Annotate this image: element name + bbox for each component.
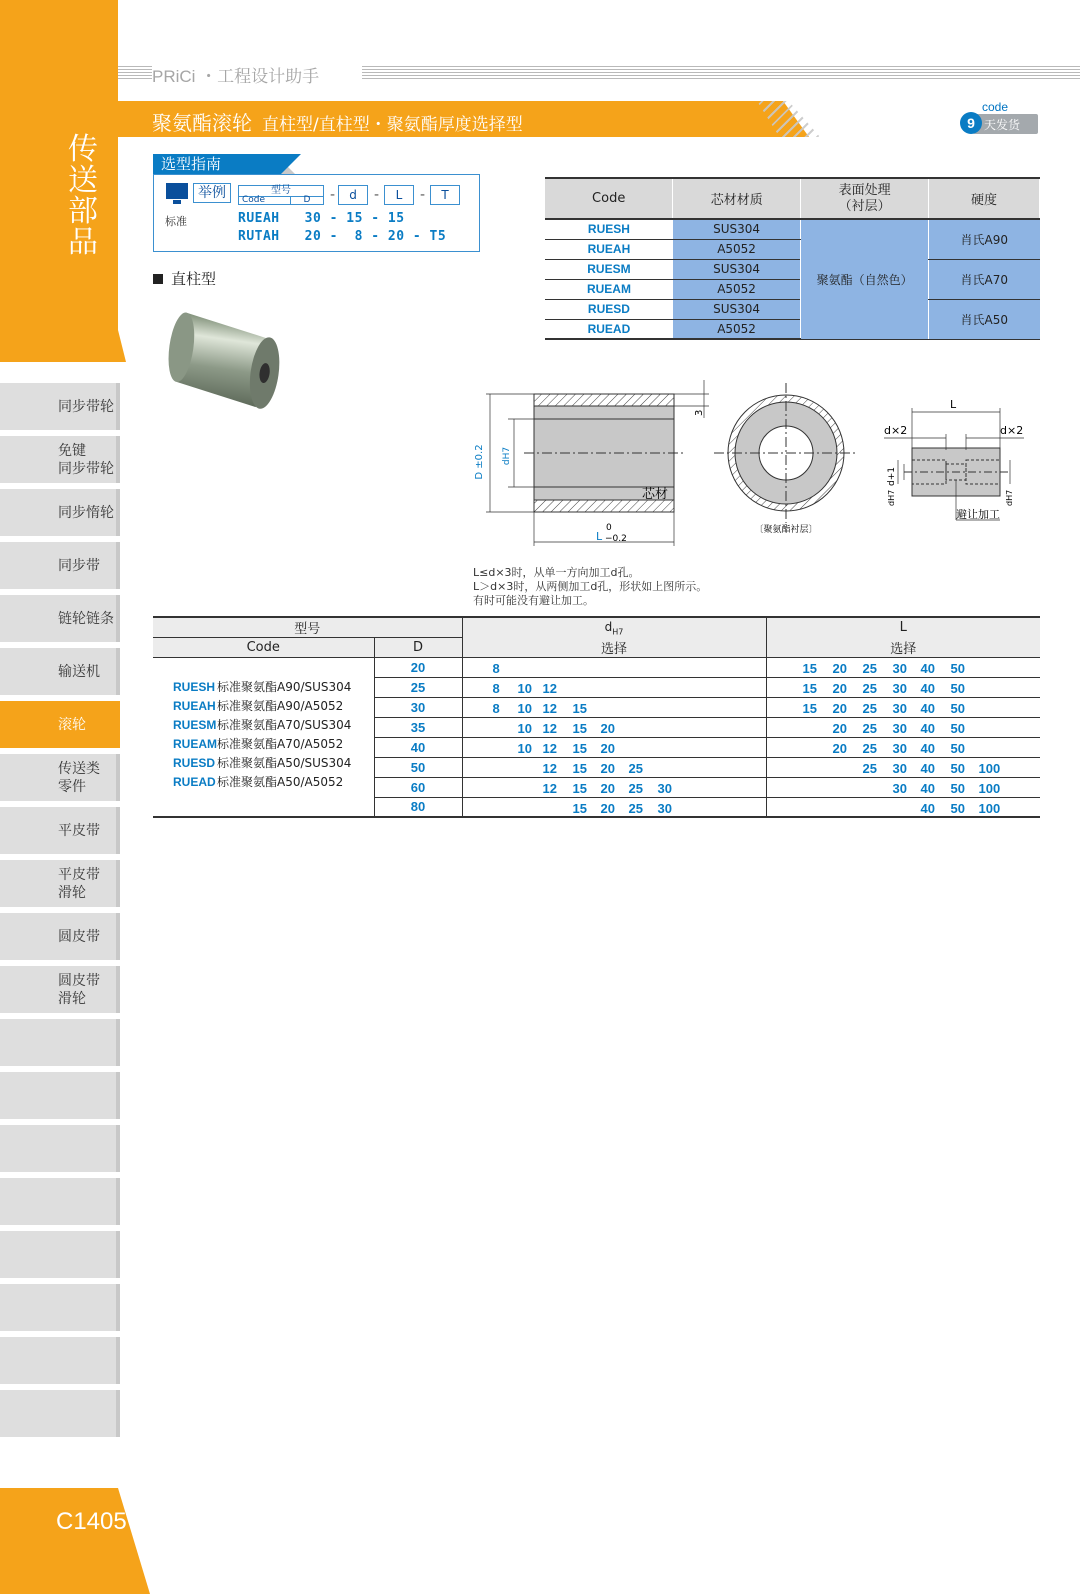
L-value: 25 bbox=[862, 760, 877, 776]
material-table bbox=[545, 177, 1040, 340]
D-cell: 40 bbox=[374, 737, 462, 757]
category-title bbox=[66, 134, 100, 258]
D-cell: 80 bbox=[374, 797, 462, 817]
code-desc: 标准聚氨酯A50/A5052 bbox=[217, 774, 344, 789]
L-choice-cell bbox=[766, 697, 1040, 717]
brand-title: PRiCi ・工程设计助手 bbox=[152, 67, 320, 86]
col-header-material: 芯材材质 bbox=[673, 178, 801, 219]
L-value: 30 bbox=[892, 760, 907, 776]
code-cell: RUESH bbox=[545, 219, 673, 239]
hardness-cell: 肖氏A70 bbox=[929, 259, 1040, 299]
section-title: 直柱型 bbox=[171, 270, 217, 288]
label-dh7-b: dH7 bbox=[1005, 489, 1014, 506]
guide-example-line: RUEAH 30 - 15 - 15 bbox=[238, 211, 405, 226]
sidebar-tab[interactable] bbox=[0, 1337, 118, 1384]
L-choice-cell bbox=[766, 677, 1040, 697]
page-number: C1405 bbox=[56, 1508, 127, 1535]
L-value: 20 bbox=[832, 660, 847, 676]
monitor-icon bbox=[166, 183, 188, 199]
d-choice-cell bbox=[462, 717, 766, 737]
L-value: 25 bbox=[862, 660, 877, 676]
L-choice-cell bbox=[766, 777, 1040, 797]
col-header-D: D bbox=[374, 638, 462, 658]
delivery-badge bbox=[960, 100, 1044, 136]
d-choice-cell bbox=[462, 737, 766, 757]
table-row bbox=[545, 299, 1040, 319]
code-cell: RUEAD bbox=[545, 319, 673, 339]
L-value: 20 bbox=[832, 700, 847, 716]
label-dx2-left: d×2 bbox=[884, 424, 908, 437]
badge-text: 天发货 bbox=[984, 118, 1021, 132]
col-header-type: 型号 bbox=[153, 617, 462, 638]
surface-cell: 聚氨酯（自然色） bbox=[801, 219, 929, 339]
code-cell: RUEAM bbox=[545, 279, 673, 299]
d-value: 10 bbox=[517, 700, 532, 716]
code-list-item bbox=[173, 716, 374, 735]
L-value: 40 bbox=[920, 660, 935, 676]
guide-caption: 标准 bbox=[165, 215, 187, 228]
sidebar-tab[interactable]: 圆皮带 bbox=[0, 913, 118, 960]
notes bbox=[473, 566, 707, 608]
d-choice-cell bbox=[462, 777, 766, 797]
L-value: 30 bbox=[892, 780, 907, 796]
d-choice-cell bbox=[462, 797, 766, 817]
d-value: 30 bbox=[657, 780, 672, 796]
code-cell: RUESM bbox=[545, 259, 673, 279]
guide-box bbox=[153, 174, 480, 252]
d-value: 20 bbox=[600, 760, 615, 776]
L-value: 40 bbox=[920, 680, 935, 696]
page-title bbox=[152, 107, 523, 136]
label-L-upper: 0 bbox=[606, 523, 612, 533]
d-value: 15 bbox=[572, 700, 587, 716]
L-value: 50 bbox=[950, 660, 965, 676]
category-char: 部 bbox=[68, 194, 98, 229]
guide-code-label: Code bbox=[239, 196, 291, 205]
d-value: 20 bbox=[600, 780, 615, 796]
L-value: 30 bbox=[892, 740, 907, 756]
table-row bbox=[153, 657, 1040, 677]
guide-slot-d: d bbox=[338, 185, 368, 205]
code-list-cell bbox=[153, 657, 374, 817]
sidebar-tab[interactable]: 平皮带 bbox=[0, 807, 118, 854]
L-value: 100 bbox=[978, 800, 1001, 816]
d-value: 12 bbox=[542, 720, 557, 736]
relief-view bbox=[884, 398, 1024, 521]
col-header-code: Code bbox=[153, 638, 374, 658]
L-value: 40 bbox=[920, 780, 935, 796]
material-cell: SUS304 bbox=[673, 259, 801, 279]
sidebar-tab[interactable] bbox=[0, 1231, 118, 1278]
label-d-plus-1: d+1 bbox=[887, 467, 897, 486]
d-value: 8 bbox=[492, 680, 500, 696]
L-value: 50 bbox=[950, 720, 965, 736]
d-value: 20 bbox=[600, 740, 615, 756]
bullet-square-icon bbox=[153, 274, 163, 284]
d-value: 15 bbox=[572, 800, 587, 816]
L-value: 25 bbox=[862, 720, 877, 736]
code-list-item bbox=[173, 754, 374, 773]
d-value: 20 bbox=[600, 800, 615, 816]
L-value: 30 bbox=[892, 680, 907, 696]
L-value: 20 bbox=[832, 740, 847, 756]
note-line: L＞d×3时，从两侧加工d孔，形状如上图所示。 bbox=[473, 580, 708, 593]
col-header-code: Code bbox=[545, 178, 673, 219]
label-core: 芯材 bbox=[642, 487, 669, 502]
code-list-item bbox=[173, 697, 374, 716]
selection-body bbox=[153, 657, 1040, 817]
L-choice-cell bbox=[766, 737, 1040, 757]
code-text: RUESD bbox=[173, 755, 216, 770]
hardness-cell: 肖氏A90 bbox=[929, 219, 1040, 259]
end-view bbox=[714, 383, 858, 535]
material-cell: SUS304 bbox=[673, 299, 801, 319]
product-subtitle: 直柱型/直柱型・聚氨酯厚度选择型 bbox=[262, 115, 523, 135]
d-value: 15 bbox=[572, 760, 587, 776]
L-value: 40 bbox=[920, 700, 935, 716]
category-banner bbox=[0, 0, 118, 362]
material-cell: A5052 bbox=[673, 239, 801, 259]
L-value: 50 bbox=[950, 800, 965, 816]
L-value: 50 bbox=[950, 760, 965, 776]
L-value: 100 bbox=[978, 760, 1001, 776]
L-value: 15 bbox=[802, 660, 817, 676]
sidebar-tab[interactable]: 传送类 零件 bbox=[0, 754, 118, 801]
sidebar-tab[interactable] bbox=[0, 1125, 118, 1172]
code-desc: 标准聚氨酯A70/A5052 bbox=[217, 736, 344, 751]
code-text: RUESH bbox=[173, 679, 216, 694]
table-row bbox=[545, 259, 1040, 279]
L-value: 25 bbox=[862, 700, 877, 716]
guide-tag: 选型指南 bbox=[153, 154, 281, 174]
d-choice-cell bbox=[462, 697, 766, 717]
section-heading bbox=[153, 268, 216, 289]
badge-code: code bbox=[981, 100, 1008, 114]
product-title: 聚氨酯滚轮 bbox=[152, 111, 252, 135]
d-value: 8 bbox=[492, 660, 500, 676]
L-choice-cell bbox=[766, 757, 1040, 777]
sidebar-tab[interactable] bbox=[0, 1019, 118, 1066]
label-dh7: dH7 bbox=[502, 446, 512, 466]
sidebar-tab[interactable]: 圆皮带 滑轮 bbox=[0, 966, 118, 1013]
label-L-lower: −0.2 bbox=[605, 534, 627, 544]
sidebar-tab[interactable] bbox=[0, 1390, 118, 1437]
code-desc: 标准聚氨酯A90/A5052 bbox=[217, 698, 344, 713]
L-value: 50 bbox=[950, 740, 965, 756]
d-value: 30 bbox=[657, 800, 672, 816]
L-choice-cell bbox=[766, 657, 1040, 677]
code-list-item bbox=[173, 773, 374, 792]
d-choice-cell bbox=[462, 657, 766, 677]
badge-days: 9 bbox=[960, 112, 982, 134]
label-relief: 避让加工 bbox=[956, 508, 1000, 521]
technical-drawing bbox=[464, 378, 1044, 558]
table-row bbox=[545, 219, 1040, 239]
side-view bbox=[474, 380, 709, 546]
L-value: 40 bbox=[920, 720, 935, 736]
material-cell: A5052 bbox=[673, 279, 801, 299]
L-value: 40 bbox=[920, 740, 935, 756]
L-value: 25 bbox=[862, 680, 877, 696]
d-value: 12 bbox=[542, 780, 557, 796]
code-cell: RUESD bbox=[545, 299, 673, 319]
label-3: 3 bbox=[694, 409, 705, 416]
material-cell: SUS304 bbox=[673, 219, 801, 239]
L-value: 100 bbox=[978, 780, 1001, 796]
d-value: 10 bbox=[517, 720, 532, 736]
L-choice-cell bbox=[766, 717, 1040, 737]
d-value: 12 bbox=[542, 740, 557, 756]
col-header-L: L bbox=[766, 617, 1040, 638]
label-L-top: L bbox=[950, 398, 957, 411]
sidebar-tab[interactable]: 同步带轮 bbox=[0, 383, 118, 430]
label-D: D ±0.2 bbox=[474, 444, 485, 480]
guide-example-label: 举例 bbox=[193, 183, 231, 203]
sidebar-tab[interactable] bbox=[0, 1178, 118, 1225]
note-line: 有时可能没有避让加工。 bbox=[473, 594, 594, 607]
sidebar-tab[interactable] bbox=[0, 1284, 118, 1331]
d-choice-cell bbox=[462, 757, 766, 777]
category-char: 品 bbox=[68, 225, 98, 260]
code-desc: 标准聚氨酯A50/SUS304 bbox=[217, 755, 352, 770]
label-layer: 〔聚氨酯衬层〕 bbox=[754, 525, 818, 535]
code-text: RUESM bbox=[173, 717, 217, 732]
d-value: 8 bbox=[492, 700, 500, 716]
D-cell: 60 bbox=[374, 777, 462, 797]
d-value: 25 bbox=[628, 780, 643, 796]
sidebar-tab[interactable] bbox=[0, 1072, 118, 1119]
footer-banner bbox=[0, 1488, 118, 1594]
header-d: d bbox=[604, 619, 613, 634]
selection-table bbox=[153, 616, 1040, 818]
L-choice-cell bbox=[766, 797, 1040, 817]
code-text: RUEAD bbox=[173, 774, 216, 789]
brand-rule-left bbox=[118, 66, 152, 80]
sidebar-tab[interactable]: 链轮链条 bbox=[0, 595, 118, 642]
col-header-choice-d: 选择 bbox=[462, 638, 766, 658]
D-cell: 30 bbox=[374, 697, 462, 717]
d-value: 10 bbox=[517, 680, 532, 696]
code-desc: 标准聚氨酯A90/SUS304 bbox=[217, 679, 352, 694]
hardness-cell: 肖氏A50 bbox=[929, 299, 1040, 339]
table-header-row bbox=[545, 178, 1040, 219]
L-value: 30 bbox=[892, 720, 907, 736]
table-header-row bbox=[153, 617, 1040, 638]
sidebar-tab[interactable]: 同步带 bbox=[0, 542, 118, 589]
d-value: 10 bbox=[517, 740, 532, 756]
sidebar-tab[interactable]: 滚轮 bbox=[0, 701, 118, 748]
code-text: RUEAH bbox=[173, 698, 216, 713]
sidebar-tab[interactable]: 输送机 bbox=[0, 648, 118, 695]
guide-dash: - bbox=[374, 187, 380, 203]
d-value: 25 bbox=[628, 760, 643, 776]
col-header-choice-L: 选择 bbox=[766, 638, 1040, 658]
d-value: 15 bbox=[572, 720, 587, 736]
D-cell: 25 bbox=[374, 677, 462, 697]
L-value: 50 bbox=[950, 680, 965, 696]
sidebar-tabs bbox=[0, 383, 118, 1443]
L-value: 15 bbox=[802, 680, 817, 696]
d-value: 25 bbox=[628, 800, 643, 816]
d-value: 12 bbox=[542, 760, 557, 776]
header-d-sub: H7 bbox=[612, 626, 624, 636]
brand-rule-right bbox=[362, 66, 1080, 80]
guide-slot-L: L bbox=[384, 185, 414, 205]
d-value: 12 bbox=[542, 680, 557, 696]
label-dh7-a: dH7 bbox=[887, 489, 896, 506]
d-value: 15 bbox=[572, 780, 587, 796]
D-cell: 50 bbox=[374, 757, 462, 777]
guide-dash: - bbox=[420, 187, 426, 203]
L-value: 30 bbox=[892, 660, 907, 676]
code-text: RUEAM bbox=[173, 736, 217, 751]
label-L: L bbox=[596, 530, 603, 543]
col-header-surface: 表面处理 （衬层） bbox=[801, 178, 929, 219]
code-list-item bbox=[173, 735, 374, 754]
L-value: 20 bbox=[832, 680, 847, 696]
L-value: 30 bbox=[892, 700, 907, 716]
L-value: 25 bbox=[862, 740, 877, 756]
code-cell: RUEAH bbox=[545, 239, 673, 259]
d-value: 15 bbox=[572, 740, 587, 756]
L-value: 40 bbox=[920, 760, 935, 776]
L-value: 15 bbox=[802, 700, 817, 716]
material-cell: A5052 bbox=[673, 319, 801, 339]
d-value: 20 bbox=[600, 720, 615, 736]
d-value: 12 bbox=[542, 700, 557, 716]
L-value: 20 bbox=[832, 720, 847, 736]
D-cell: 20 bbox=[374, 657, 462, 677]
guide-type-label: 型号 bbox=[239, 186, 323, 197]
sidebar-tab[interactable]: 同步惰轮 bbox=[0, 489, 118, 536]
guide-type-cell bbox=[238, 185, 324, 205]
note-line: L≤d×3时，从单一方向加工d孔。 bbox=[473, 566, 640, 579]
category-char: 传 bbox=[68, 132, 98, 167]
guide-dash: - bbox=[330, 187, 336, 203]
L-value: 50 bbox=[950, 700, 965, 716]
L-value: 40 bbox=[920, 800, 935, 816]
guide-D-label: D bbox=[303, 195, 311, 205]
code-desc: 标准聚氨酯A70/SUS304 bbox=[217, 717, 352, 732]
category-char: 送 bbox=[68, 163, 98, 198]
L-value: 50 bbox=[950, 780, 965, 796]
d-choice-cell bbox=[462, 677, 766, 697]
col-header-hardness: 硬度 bbox=[929, 178, 1040, 219]
table-header-row bbox=[153, 638, 1040, 658]
D-cell: 35 bbox=[374, 717, 462, 737]
col-header-d bbox=[462, 617, 766, 638]
sidebar-tab[interactable]: 免键 同步带轮 bbox=[0, 436, 118, 483]
sidebar-tab[interactable]: 平皮带 滑轮 bbox=[0, 860, 118, 907]
label-dx2-right: d×2 bbox=[1000, 424, 1024, 437]
guide-slot-T: T bbox=[430, 185, 460, 205]
guide-example-line: RUTAH 20 - 8 - 20 - T5 bbox=[238, 229, 447, 244]
roller-photo bbox=[162, 310, 302, 410]
code-list-item bbox=[173, 678, 374, 697]
